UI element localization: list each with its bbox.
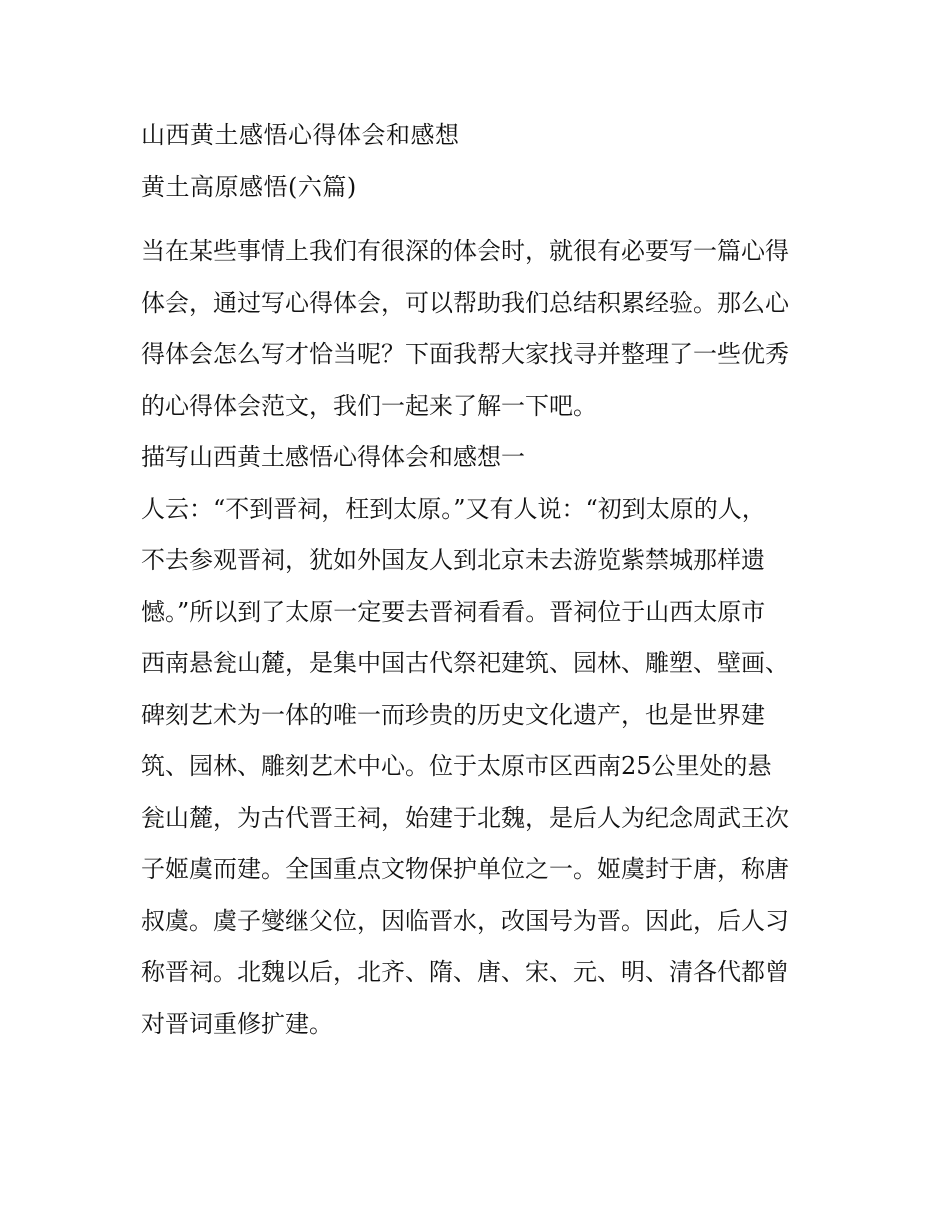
section-line: 人云：“不到晋祠，枉到太原。”又有人说：“初到太原的人， [141,494,766,523]
section-line: 对晋词重修扩建。 [141,1009,333,1038]
document-title [141,110,813,213]
section-line: 憾。”所以到了太原一定要去晋祠看看。晋祠位于山西太原市 [141,597,766,626]
section-heading: 描写山西黄土感悟心得体会和感想一 [141,443,525,471]
section-line: 子姬虞而建。全国重点文物保护单位之一。姬虞封于唐，称唐 [141,855,789,883]
intro-line: 得体会怎么写才恰当呢？下面我帮大家找寻并整理了一些优秀 [141,340,789,368]
document-content [141,110,813,1050]
section-paragraph [141,484,813,1051]
section-line: 碑刻艺术为一体的唯一而珍贵的历史文化遗产，也是世界建 [141,700,765,729]
section-line: 称晋祠。北魏以后，北齐、隋、唐、宋、元、明、清各代都曾 [141,958,789,986]
document-body [141,226,813,1050]
section-line: 瓮山麓，为古代晋王祠，始建于北魏，是后人为纪念周武王次 [141,803,789,832]
section-line: 不去参观晋祠，犹如外国友人到北京未去游览紫禁城那样遗 [141,546,765,574]
section-line: 叔虞。虞子燮继父位，因临晋水，改国号为晋。因此，后人习 [141,906,789,935]
title-line: 黄土高原感悟(六篇) [141,172,357,201]
intro-line: 当在某些事情上我们有很深的体会时，就很有必要写一篇心得 [141,237,789,265]
intro-line: 的心得体会范文，我们一起来了解一下吧。 [141,391,597,420]
section-line: 筑、园林、雕刻艺术中心。位于太原市区西南25公里处的悬 [141,752,772,780]
title-line: 山西黄土感悟心得体会和感想 [141,121,460,149]
intro-paragraph [141,226,813,432]
section-line: 西南悬瓮山麓，是集中国古代祭祀建筑、园林、雕塑、壁画、 [141,649,789,677]
intro-line: 体会，通过写心得体会，可以帮助我们总结积累经验。那么心 [141,288,789,317]
